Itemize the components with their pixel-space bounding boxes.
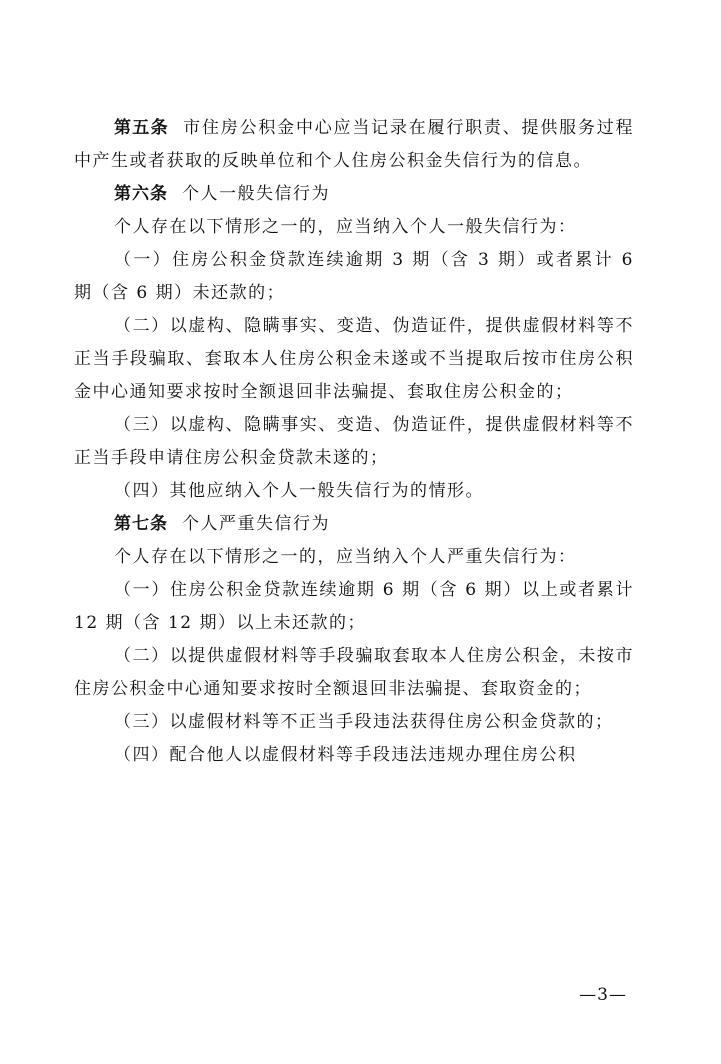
article-6-item-1: （一）住房公积金贷款连续逾期 3 期（含 3 期）或者累计 6 期（含 6 期）未还款的； [74, 250, 634, 303]
document-body [74, 112, 634, 772]
article-7-heading: 第七条 [114, 514, 168, 534]
article-7-item-1: （一）住房公积金贷款连续逾期 6 期（含 6 期）以上或者累计 12 期（含 12 期）以上未还款的； [74, 580, 634, 633]
article-7-title-line [74, 508, 634, 541]
article-7-item-2: （二）以提供虚假材料等手段骗取套取本人住房公积金，未按市住房公积金中心通知要求按时全额退回非法骗提、套取资金的； [74, 646, 634, 699]
article-5-text: 市住房公积金中心应当记录在履行职责、提供服务过程中产生或者获取的反映单位和个人住房公积金失信行为的信息。 [74, 118, 635, 171]
article-5-heading: 第五条 [114, 118, 169, 138]
article-7-title: 个人严重失信行为 [182, 514, 330, 534]
page-number: —3— [579, 985, 627, 1005]
article-6-item-2: （二）以虚构、隐瞒事实、变造、伪造证件，提供虚假材料等不正当手段骗取、套取本人住房公积金未遂或不当提取后按市住房公积金中心通知要求按时全额退回非法骗提、套取住房公积金的； [74, 316, 634, 402]
article-7-item-3: （三）以虚假材料等不正当手段违法获得住房公积金贷款的； [114, 712, 614, 732]
article-5-paragraph [74, 112, 634, 178]
article-6-item-3: （三）以虚构、隐瞒事实、变造、伪造证件，提供虚假材料等不正当手段申请住房公积金贷款未遂的； [74, 415, 634, 468]
article-7-intro: 个人存在以下情形之一的，应当纳入个人严重失信行为： [114, 547, 577, 567]
article-6-title: 个人一般失信行为 [182, 184, 330, 204]
article-6-heading: 第六条 [114, 184, 168, 204]
article-6-title-line [74, 178, 634, 211]
article-6-item-4: （四）其他应纳入个人一般失信行为的情形。 [114, 481, 484, 501]
article-6-intro: 个人存在以下情形之一的，应当纳入个人一般失信行为： [114, 217, 577, 237]
article-7-item-4: （四）配合他人以虚假材料等手段违法违规办理住房公积 [114, 745, 577, 765]
